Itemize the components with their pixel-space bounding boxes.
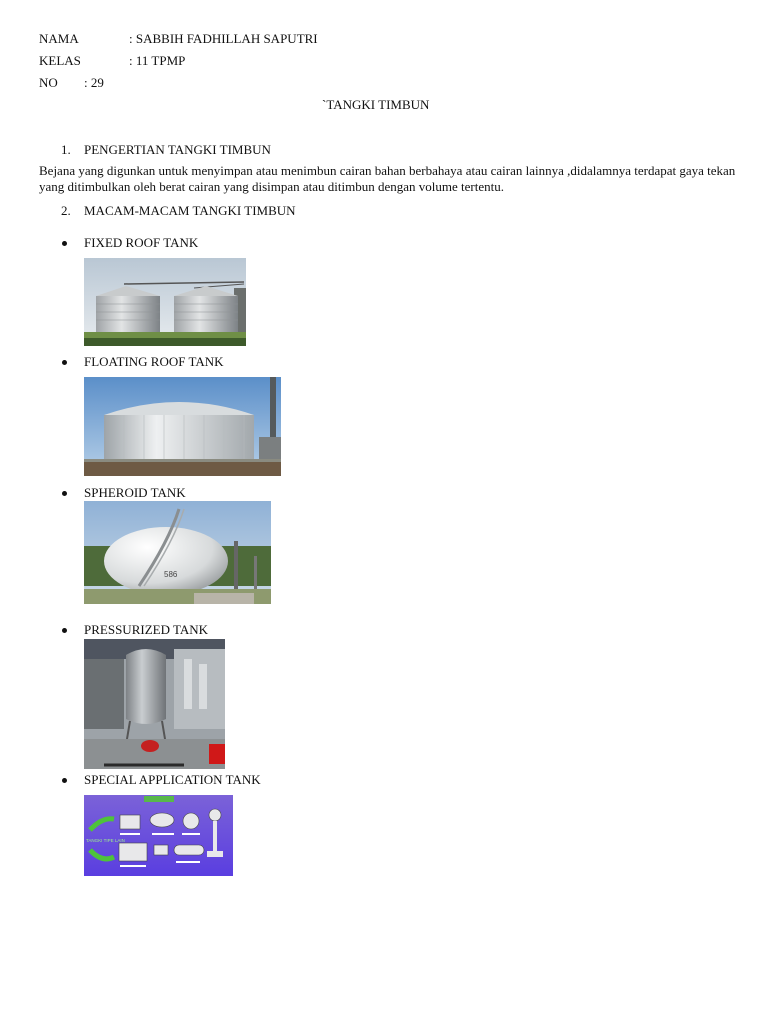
tank-label-pressurized: PRESSURIZED TANK — [84, 622, 209, 637]
number-label: NO — [39, 75, 58, 90]
section-2-heading: MACAM-MACAM TANGKI TIMBUN — [84, 203, 296, 218]
spheroid-tank-photo — [84, 501, 271, 604]
fixed-roof-tank-photo — [84, 258, 246, 346]
number-value: : 29 — [84, 75, 104, 90]
tank-label-fixed-roof: FIXED ROOF TANK — [84, 235, 199, 250]
section-1-heading: PENGERTIAN TANGKI TIMBUN — [84, 142, 271, 157]
section-1-paragraph: Bejana yang digunkan untuk menyimpan atau menimbun cairan bahan berbahaya atau cairan lainnya ,didalamnya terdapat gaya tekan yang ditimbulkan oleh berat cairan yang disimpan atau ditimbun dengan volume tertentu. — [39, 163, 736, 194]
bullet-icon — [62, 360, 67, 365]
section-2-number: 2. — [61, 203, 71, 218]
diagram-caption-text: TANGKI TIPE LAIN — [86, 838, 125, 843]
special-application-tank-photo — [84, 795, 233, 876]
tank-label-special-application: SPECIAL APPLICATION TANK — [84, 772, 261, 787]
bullet-icon — [62, 241, 67, 246]
bullet-icon — [62, 628, 67, 633]
bullet-icon — [62, 778, 67, 783]
pressurized-tank-photo — [84, 639, 225, 769]
class-label: KELAS — [39, 53, 81, 68]
section-1-number: 1. — [61, 142, 71, 157]
name-label: NAMA — [39, 31, 79, 46]
tank-label-spheroid: SPHEROID TANK — [84, 485, 186, 500]
name-value: : SABBIH FADHILLAH SAPUTRI — [129, 31, 318, 46]
class-value: : 11 TPMP — [129, 53, 186, 68]
bullet-icon — [62, 491, 67, 496]
tank-label-floating-roof: FLOATING ROOF TANK — [84, 354, 224, 369]
tank-number-text: 586 — [164, 570, 178, 579]
document-title: `TANGKI TIMBUN — [322, 97, 430, 112]
floating-roof-tank-photo — [84, 377, 281, 476]
